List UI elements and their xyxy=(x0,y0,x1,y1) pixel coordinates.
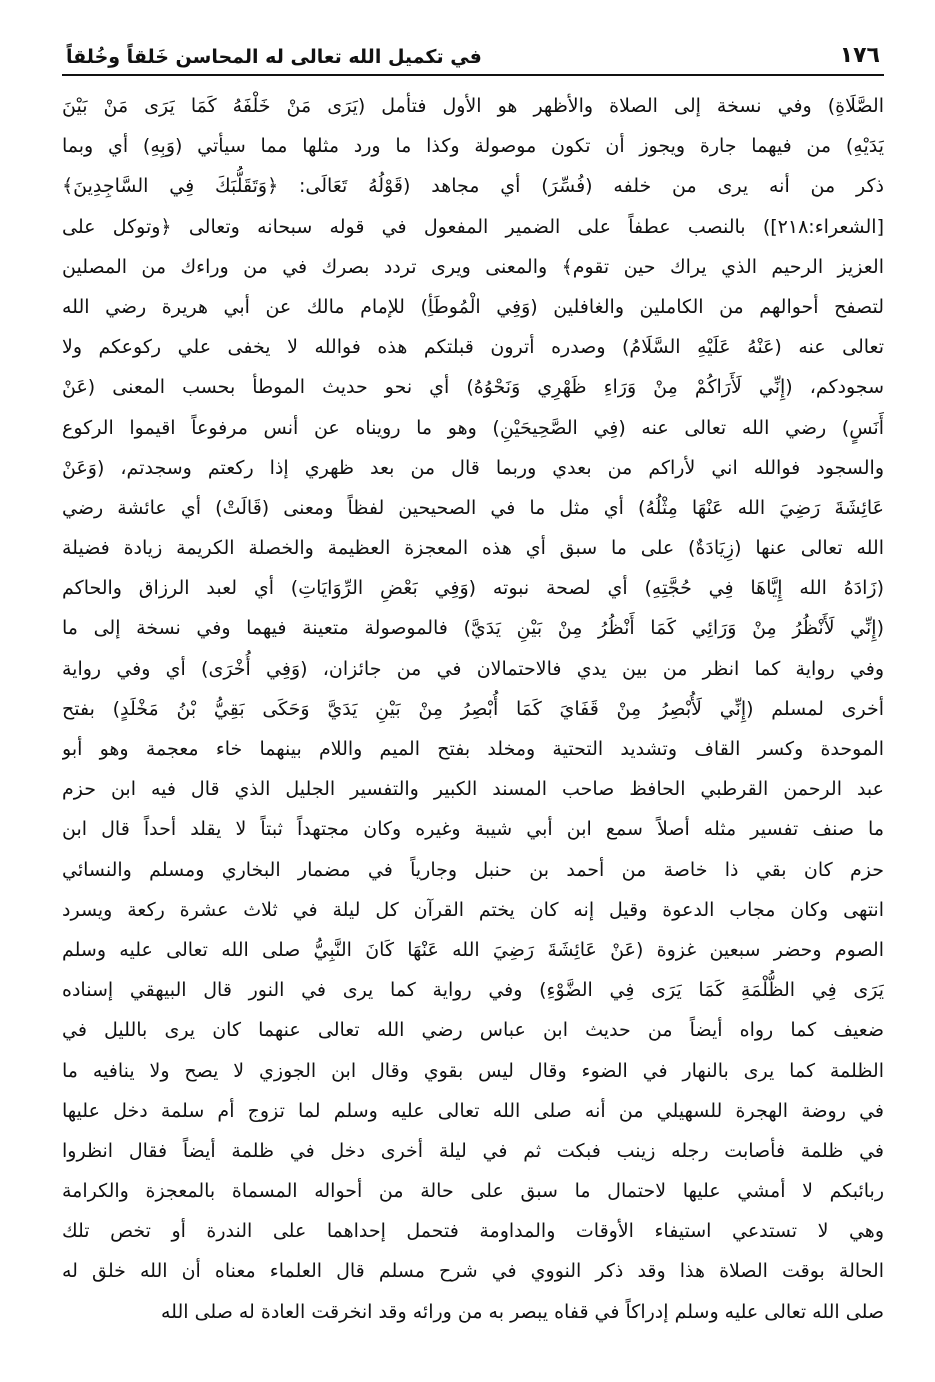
text-line: والسجود فوالله اني لأراكم من بعدي وربما قال من بعد ظهري إذا ركعتم وسجدتم، (وَعَنْ xyxy=(62,456,884,479)
text-line: انتهى وكان مجاب الدعوة وقيل إنه كان يختم القرآن كل ليلة في ثلاث عشرة ركعة ويسرد xyxy=(62,898,884,921)
text-line: عَائِشَةَ رَضِيَ الله عَنْهَا مِثْلُهُ) أي مثل ما في الصحيحين لفظاً ومعنى (قَالَتْ) أي عائشة رضي xyxy=(62,496,884,519)
text-line: العزيز الرحيم الذي يراك حين تقوم﴾ والمعنى ويرى تردد بصرك في من وراءك من المصلين xyxy=(62,255,884,278)
text-line: في روضة الهجرة للسهيلي من أنه صلى الله تعالى عليه وسلم لما تزوج أم سلمة دخل عليها xyxy=(62,1099,884,1122)
text-line: الصوم وحضر سبعين غزوة (عَنْ عَائِشَةَ رَضِيَ الله عَنْهَا كَانَ النَّبِيُّ صلى الله تعالى عليه وسلم xyxy=(62,938,884,961)
text-line: عبد الرحمن القرطبي الحافظ صاحب المسند الكبير والتفسير الجليل الذي قال فيه ابن حزم xyxy=(62,778,884,801)
page-number: ١٧٦ xyxy=(839,43,880,68)
text-line: أَنَسٍ) رضي الله تعالى عنه (فِي الصَّحِيحَيْنِ) وهو ما رويناه عن أنس مرفوعاً اقيموا الركوع xyxy=(62,416,884,439)
text-line: يَدَيْهِ) من فيهما جارة ويجوز أن تكون موصولة وكذا ما ورد مثلها مما سيأتي (وَبِهِ) أي وبما xyxy=(62,135,884,158)
text-line: سجودكم، (إِنِّي لَأَرَاكُمْ مِنْ وَرَاءِ ظَهْرِي وَنَحْوُهُ) أي نحو حديث الموطأ بحسب المعنى (عَنْ xyxy=(62,376,884,399)
text-line: الصَّلَاةِ) وفي نسخة إلى الصلاة والأظهر هو الأول فتأمل (يَرَى مَنْ خَلْفَهُ كَمَا يَرَى مَنْ بَيْنَ xyxy=(62,95,884,117)
text-line: صلى الله تعالى عليه وسلم إدراكاً في قفاه يبصر به من ورائه وقد انخرقت العادة له صلى الله xyxy=(160,1300,884,1323)
text-line: ربائبكم لا أمشي عليها لاحتمال ما سبق على حالة من أحواله المسماة بالمعجزة والكرامة xyxy=(62,1180,884,1203)
text-line: وفي رواية كما انظر من بين يدي فالاحتمالان في من جائزان، (وَفِي أُخْرَى) أي وفي رواية xyxy=(62,657,884,680)
text-line: ذكر من أنه يرى من خلفه (فُسِّرَ) أي مجاهد (قَوْلُهُ تَعَالَى: ﴿وَتَقَلُّبَكَ فِي السَّاجِدِينَ﴾ xyxy=(62,175,884,198)
text-line: ما صنف تفسير مثله أصلاً سمع ابن أبي شيبة وغيره وكان مجتهداً ثبتاً لا يقلد أحداً قال ابن xyxy=(62,818,884,841)
running-title: في تكميل الله تعالى له المحاسن خَلقاً وخُلقاً xyxy=(66,46,482,68)
text-line: تعالى عنه (عَنْهُ عَلَيْهِ السَّلَامُ) وصدره أترون قبلتكم هذه فوالله لا يخفى علي ركوعكم ولا xyxy=(62,336,884,359)
text-line: (إِنِّي لَأَنْظُرُ مِنْ وَرَائِي كَمَا أَنْظُرُ مِنْ بَيْنِ يَدَيَّ) فالموصولة متعينة فيهما وفي نسخة إلى ما xyxy=(62,617,884,640)
book-page xyxy=(62,22,884,1352)
text-line: الله تعالى عنها (زِيَادَةٌ) على ما سبق أي هذه المعجزة العظيمة والخصلة الكريمة زيادة فضيلة xyxy=(62,537,884,560)
text-line: أخرى لمسلم (إِنِّي لَأُبْصِرُ مِنْ قَفَايَ كَمَا أُبْصِرُ مِنْ بَيْنِ يَدَيَّ وَحَكَى بَقِيُّ بْنُ مَخْلَدٍ) بفتح xyxy=(62,697,884,720)
text-line: الموحدة وكسر القاف وتشديد التحتية ومخلد بفتح الميم واللام بينهما خاء معجمة وهو أبو xyxy=(62,738,884,760)
text-line: الظلمة كما يرى بالنهار في الضوء وقال ليس بقوي وقال ابن الجوزي لا يصح ولا ينافيه ما xyxy=(62,1059,884,1082)
text-line: ضعيف كما رواه أيضاً من حديث ابن عباس رضي الله تعالى عنهما كان يرى بالليل في xyxy=(62,1019,884,1042)
text-line: [الشعراء:٢١٨]) بالنصب عطفاً على الضمير المفعول في قوله سبحانه وتعالى ﴿وتوكل على xyxy=(62,215,884,238)
header-divider xyxy=(62,74,884,76)
text-line: وهي لا تستدعي استيفاء الأوقات والمداومة فتحمل إحداهما على الندرة أو تخص تلك xyxy=(62,1220,884,1243)
page-header xyxy=(62,22,884,68)
text-line: لتصفح أحوالهم من الكاملين والغافلين (وَفِي الْمُوطَأِ) للإمام مالك عن أبي هريرة رضي الله xyxy=(62,295,884,318)
text-line: حزم كان بقي ذا خاصة من أحمد بن حنبل وجارياً في مضمار البخاري ومسلم والنسائي xyxy=(62,858,884,881)
body-text xyxy=(62,86,884,1332)
text-line: في ظلمة فأصابت رجله زينب فبكت ثم في ليلة أخرى دخل في ظلمة أيضاً فقال انظروا xyxy=(62,1139,884,1162)
text-line: الحالة بوقت الصلاة هذا وقد ذكر النووي في شرح مسلم قال العلماء معناه أن الله خلق له xyxy=(62,1260,884,1283)
text-line: يَرَى فِي الظُّلْمَةِ كَمَا يَرَى فِي الضَّوْءِ) وفي رواية كما يرى في النور قال البيهقي إسناده xyxy=(62,979,884,1002)
text-line: (زَادَهُ الله إِيَّاهَا فِي حُجَّتِهِ) أي لصحة نبوته (وَفِي بَعْضِ الرِّوَايَاتِ) أي لعبد الرزاق والحاكم xyxy=(62,577,884,600)
